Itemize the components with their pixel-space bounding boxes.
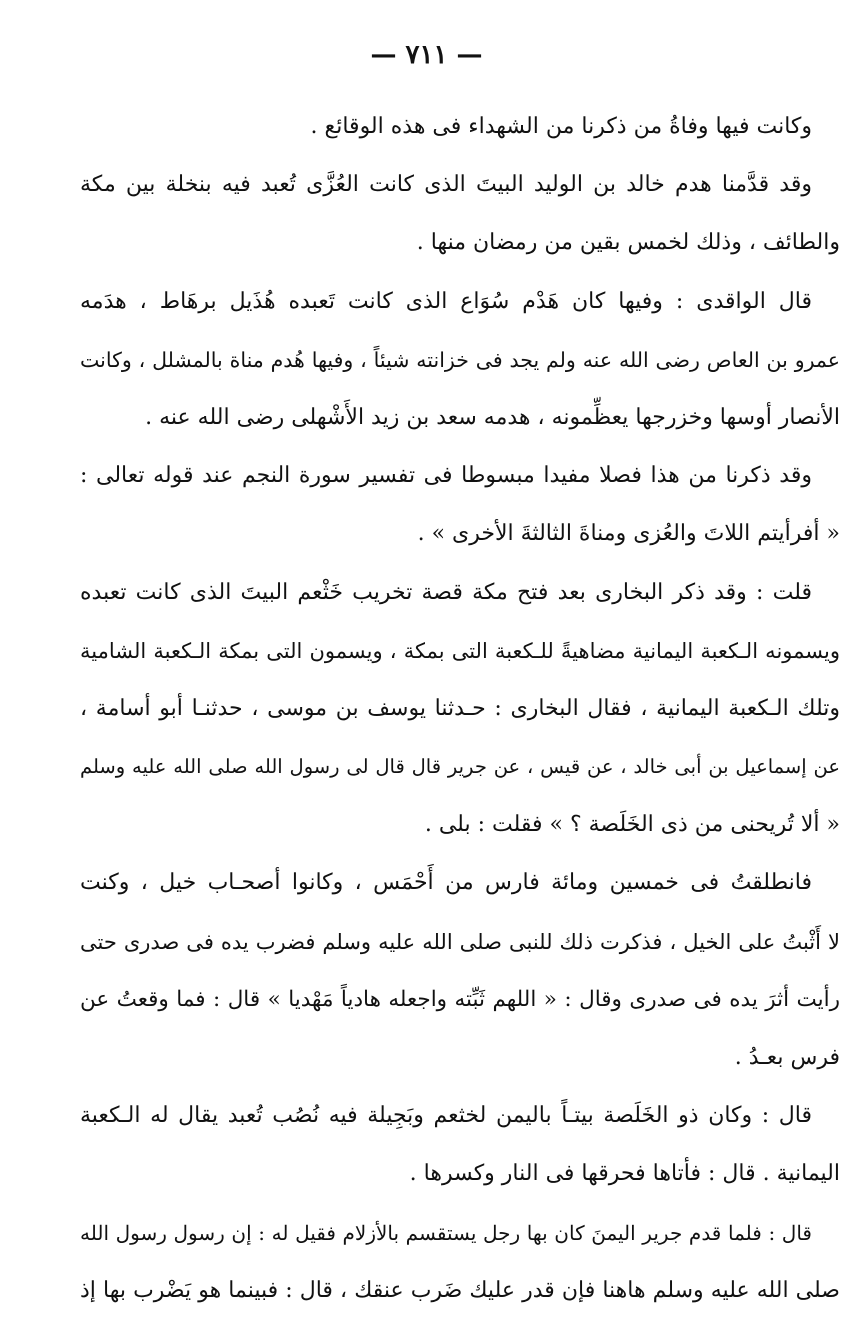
text-line: فرس بعـدُ . [734,1045,840,1070]
text-line: والطائف ، وذلك لخمس بقين من رمضان منها . [416,230,840,256]
text-line: فانطلقتُ فى خمسين ومائة فارس من أَحْمَس ، وكانوا أصحـاب خيل ، وكنت [80,870,812,896]
text-line: وقد ذكرنا من هذا فصلا مفيدا مبسوطا فى تفسير سورة النجم عند قوله تعالى : [80,463,812,489]
text-line: « أفرأيتم اللاتَ والعُزى ومناةَ الثالثةَ الأخرى » . [417,521,840,547]
text-line: قال : فلما قدم جرير اليمنَ كان بها رجل يستقسم بالأزلام فقيل له : إن رسول رسول الله [80,1220,812,1245]
text-line: « ألا تُريحنى من ذى الخَلَصة ؟ » فقلت : بلى . [424,812,840,838]
text-line: قال : وكان ذو الخَلَصة بيتـاً باليمن لخثعم وبَجِيلة فيه نُصُب تُعبد يقال له الـكعبة [80,1103,812,1129]
page-number: — ٧١١ — [370,40,483,70]
text-line: عمرو بن العاص رضى الله عنه ولم يجد فى خزانته شيئاً ، وفيها هُدم مناة بالمشلل ، وكانت [80,347,840,372]
text-line: لا أَثْبتُ على الخيل ، فذكرت ذلك للنبى صلى الله عليه وسلم فضرب يده فى صدرى حتى [80,929,840,954]
text-line: وكانت فيها وفاةُ من ذكرنا من الشهداء فى هذه الوقائع . [310,114,812,139]
text-line: وقد قدَّمنا هدم خالد بن الوليد البيتَ الذى كانت العُزَّى تُعبد فيه بنخلة بين مكة [80,172,812,198]
text-line: اليمانية . قال : فأتاها فحرقها فى النار وكسرها . [409,1161,840,1187]
text-line: وتلك الـكعبة اليمانية ، فقال البخارى : حـدثنا يوسف بن موسى ، حدثنـا أبو أسامة ، [80,695,840,721]
text-line: عن إسماعيل بن أبى خالد ، عن قيس ، عن جرير قال قال لى رسول الله صلى الله عليه وسلم [80,755,840,779]
body-text [80,98,840,1320]
text-line: صلى الله عليه وسلم هاهنا فإن قدر عليك ضَرب عنقك ، قال : فبينما هو يَضْرب بها إذ [80,1277,840,1303]
text-line: ويسمونه الـكعبة اليمانية مضاهيةً للـكعبة التى بمكة ، ويسمون التى بمكة الـكعبة الشامية [80,638,840,663]
text-line: قال الواقدى : وفيها كان هَدْم سُوَاع الذى كانت تَعبده هُذَيل برهَاط ، هدَمه [80,288,812,314]
text-line: رأيت أثرَ يده فى صدرى وقال : « اللهم ثَبِّته واجعله هادياً مَهْديا » قال : فما وقعتُ عن [80,986,840,1012]
text-line: الأنصار أوسها وخزرجها يعظِّمونه ، هدمه سعد بن زيد الأَشْهلى رضى الله عنه . [145,404,840,430]
text-line: قلت : وقد ذكر البخارى بعد فتح مكة قصة تخريب خَثْعم البيتَ الذى كانت تعبده [80,579,812,605]
